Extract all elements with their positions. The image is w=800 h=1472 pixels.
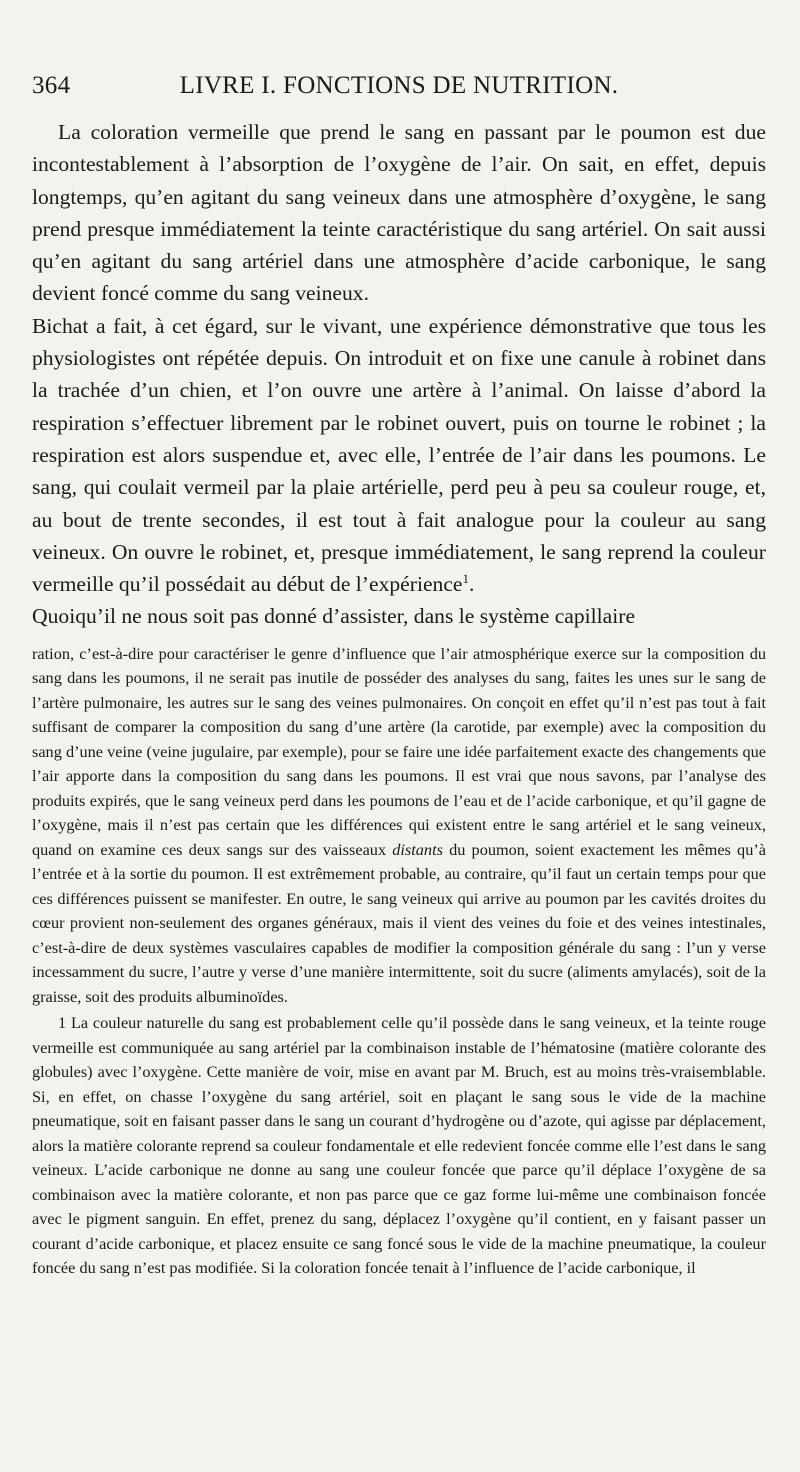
emphasis-distants: distants (392, 839, 443, 859)
paragraph-coloration: La coloration vermeille que prend le sang en passant par le poumon est due incontestablement à l’absorption de l’oxygène de l’air. On sait, en effet, depuis longtemps, qu’en agitant du sang veineux dans une atmosphère d’oxygène, le sang prend presque immédiatement la teinte caractéristique du sang artériel. On sait aussi qu’en agitant du sang artériel dans une atmosphère d’acide carbonique, le sang devient foncé comme du sang veineux. (32, 120, 766, 306)
footnotes (32, 642, 766, 1281)
paragraph-capillaire: Quoiqu’il ne nous soit pas donné d’assister, dans le système capillaire (32, 604, 636, 629)
page-header (32, 72, 766, 116)
main-text (32, 116, 766, 633)
page-number: 364 (32, 72, 71, 99)
footnote-marker: 1 (58, 1013, 67, 1033)
footnote-continued: ration, c’est-à-dire pour caractériser le genre d’influence que l’air atmosphérique exerce sur la composition du sang dans les poumons, il ne serait pas inutile de posséder des analyses du sang, faites les unes sur le sang de l’artère pulmonaire, les autres sur le sang des veines pulmonaires. On conçoit en effet qu’il n’est pas tout à fait suffisant de comparer la composition du sang d’une artère (la carotide, par exemple) avec la composition du sang d’une veine (veine jugulaire, par exemple), pour se faire une idée parfaitement exacte des changements que l’air apporte dans la composition du sang dans les poumons. Il est vrai que nous savons, par l’analyse des produits expirés, que le sang veineux perd dans les poumons de l’eau et de l’acide carbonique, et qu’il gagne de l’oxygène, mais il n’est pas certain que les différences qui existent entre le sang artériel et le sang veineux, quand on examine ces deux sangs sur des vaisseaux distants du poumon, soient exactement les mêmes qu’à l’entrée et à la sortie du poumon. Il est extrêmement probable, au contraire, qu’il faut un certain temps pour que ces différences puissent se manifester. En outre, le sang veineux qui arrive au poumon par les cavités droites du cœur provient non-seulement des organes généraux, mais il vient des veines du foie et des veines intestinales, c’est-à-dire de deux systèmes vasculaires capables de modifier la composition générale du sang : l’un y verse incessamment du sucre, l’autre y verse d’une manière intermittente, soit du sucre (aliments amylacés), soit de la graisse, soit des produits albuminoïdes. (32, 643, 766, 1006)
footnote-1: 1 La couleur naturelle du sang est probablement celle qu’il possède dans le sang veineux, et la teinte rouge vermeille est communiquée au sang artériel par la combinaison instable de l’hématosine (matière colorante des globules) avec l’oxygène. Cette manière de voir, mise en avant par M. Bruch, est au moins très-vraisemblable. Si, en effet, on chasse l’oxygène du sang artériel, soit en plaçant le sang sous le vide de la machine pneumatique, soit en faisant passer dans le sang un courant d’hydrogène ou d’azote, qui agisse par déplacement, alors la matière colorante reprend sa couleur fondamentale et elle redevient foncée comme elle l’est dans le sang veineux. L’acide carbonique ne donne au sang une couleur foncée que parce qu’il déplace l’oxygène de sa combinaison avec la matière colorante, et non pas parce que ce gaz forme lui-même une combinaison foncée avec le pigment sanguin. En effet, prenez du sang, déplacez l’oxygène qu’il contient, en y faisant passer un courant d’acide carbonique, et placez ensuite ce sang foncé sous le vide de la machine pneumatique, la couleur foncée du sang n’est pas modifiée. Si la coloration foncée tenait à l’influence de l’acide carbonique, il (32, 1013, 767, 1278)
running-head: LIVRE I. FONCTIONS DE NUTRITION. (179, 72, 619, 99)
footnote-reference: 1 (462, 570, 469, 586)
paragraph-bichat: Bichat a fait, à cet égard, sur le vivant, une expérience démonstrative que tous les physiologistes ont répétée depuis. On introduit et on fixe une canule à robinet dans la trachée d’un chien, et l’on ouvre une artère à l’animal. On laisse d’abord la respiration s’effectuer librement par le robinet ouvert, puis on tourne le robinet ; la respiration est alors suspendue et, avec elle, l’entrée de l’air dans les poumons. Le sang, qui coulait vermeil par la plaie artérielle, perd peu à peu sa couleur rouge, et, au bout de trente secondes, il est tout à fait analogue pour la couleur au sang veineux. On ouvre le robinet, et, presque immédiatement, le sang reprend la couleur vermeille qu’il possédait au début de l’expérience$^1$. (32, 313, 766, 597)
